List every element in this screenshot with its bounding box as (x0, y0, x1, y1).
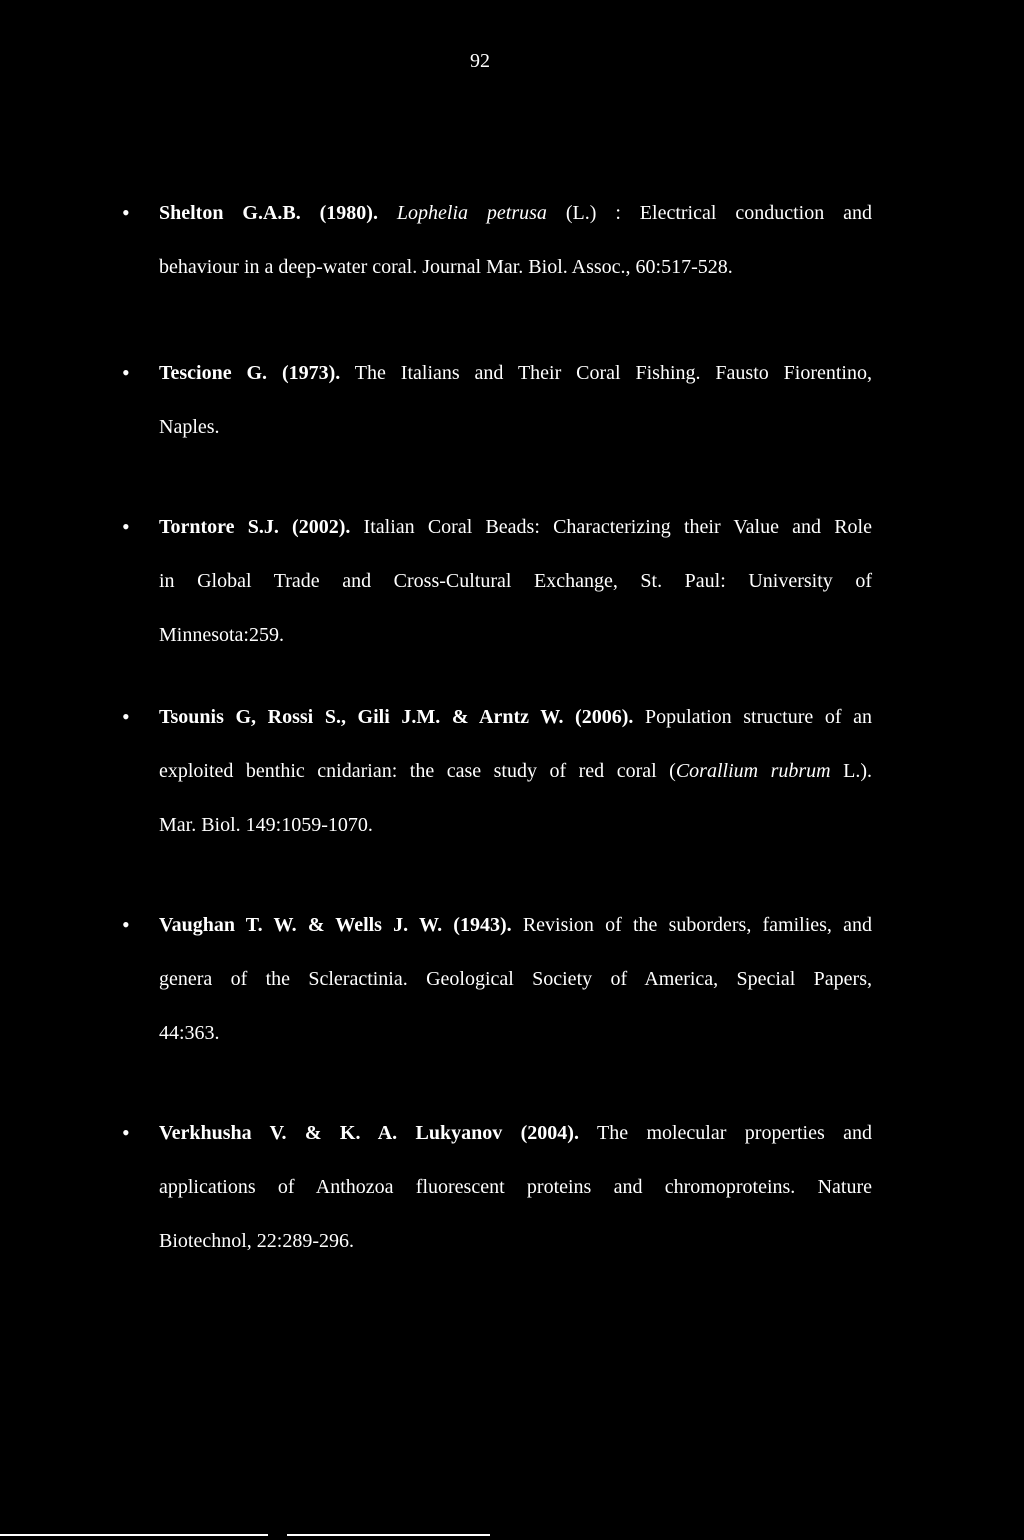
reference-entry (122, 500, 872, 662)
reference-author-year: Tescione G. (1973). (159, 362, 341, 384)
bullet-icon: • (122, 200, 130, 225)
reference-entry (122, 898, 872, 1060)
reference-text: in Global Trade and Cross-Cultural Exchange, St. Paul: University of (159, 570, 872, 592)
bullet-icon: • (122, 514, 130, 539)
reference-text: Minnesota:259. (159, 624, 284, 646)
species-name: Lophelia petrusa (396, 202, 547, 224)
reference-author-year: Shelton G.A.B. (1980). (159, 202, 378, 224)
reference-line (159, 554, 872, 608)
reference-author-year: Tsounis G, Rossi S., Gili J.M. & Arntz W. (2006). (159, 706, 634, 728)
reference-text: L.). (830, 760, 872, 782)
reference-line (159, 1160, 872, 1214)
reference-text: Italian Coral Beads: Characterizing their Value and Role (350, 516, 872, 538)
reference-line (159, 898, 872, 952)
reference-text: exploited benthic cnidarian: the case study of red coral ( (159, 760, 676, 782)
reference-line (159, 798, 872, 852)
reference-author-year: Torntore S.J. (2002). (159, 516, 351, 538)
reference-line (159, 500, 872, 554)
reference-text: applications of Anthozoa fluorescent proteins and chromoproteins. Nature (159, 1176, 872, 1198)
bullet-icon: • (122, 704, 130, 729)
bullet-icon: • (122, 912, 130, 937)
page-number: 92 (470, 50, 490, 72)
bottom-rule-left (0, 1534, 268, 1536)
reference-line (159, 952, 872, 1006)
reference-text: Mar. Biol. 149:1059-1070. (159, 814, 373, 836)
reference-line (159, 744, 872, 798)
reference-text: behaviour in a deep-water coral. Journal Mar. Biol. Assoc., 60:517-528. (159, 256, 733, 278)
reference-text: (L.) : Electrical conduction and (546, 202, 872, 224)
bottom-rule-middle (287, 1534, 490, 1536)
reference-text: The molecular properties and (578, 1122, 872, 1144)
bullet-icon: • (122, 360, 130, 385)
reference-line (159, 608, 872, 662)
reference-text (378, 202, 397, 224)
reference-text: Biotechnol, 22:289-296. (159, 1230, 354, 1252)
bullet-icon: • (122, 1120, 130, 1145)
reference-entry (122, 346, 872, 454)
reference-text: Population structure of an (633, 706, 872, 728)
reference-line (159, 1214, 872, 1268)
reference-line (159, 400, 872, 454)
reference-author-year: Verkhusha V. & K. A. Lukyanov (2004). (159, 1122, 579, 1144)
reference-entry (122, 186, 872, 294)
reference-text: Revision of the suborders, families, and (511, 914, 872, 936)
reference-line (159, 240, 872, 294)
reference-line (159, 1106, 872, 1160)
reference-line (159, 346, 872, 400)
reference-entry (122, 1106, 872, 1268)
reference-text: genera of the Scleractinia. Geological Society of America, Special Papers, (159, 968, 872, 990)
reference-entry (122, 690, 872, 852)
reference-author-year: Vaughan T. W. & Wells J. W. (1943). (159, 914, 512, 936)
reference-text: Naples. (159, 416, 220, 438)
reference-text: 44:363. (159, 1022, 220, 1044)
species-name: Corallium rubrum (675, 760, 831, 782)
reference-line (159, 690, 872, 744)
reference-line (159, 1006, 872, 1060)
reference-text: The Italians and Their Coral Fishing. Fausto Fiorentino, (340, 362, 872, 384)
reference-line (159, 186, 872, 240)
